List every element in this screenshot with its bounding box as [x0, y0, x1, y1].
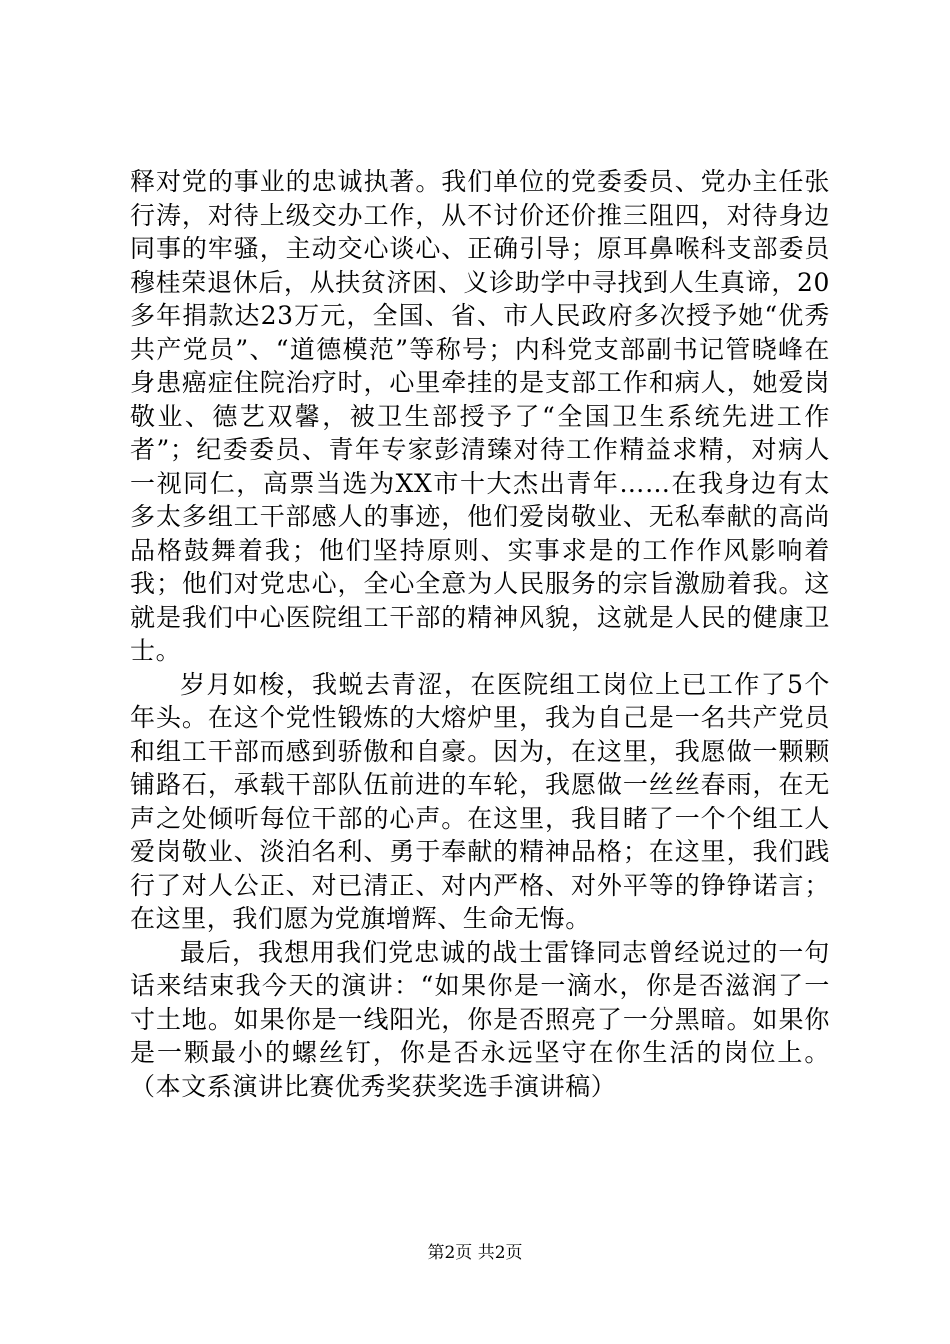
paragraph-1: 释对党的事业的忠诚执著。我们单位的党委委员、党办主任张行涛，对待上级交办工作，从不讨价还价推三阻四，对待身边同事的牢骚，主动交心谈心、正确引导；原耳鼻喉科支部委员穆桂荣退休后，从扶贫济困、义诊助学中寻找到人生真谛，20多年捐款达23万元，全国、省、市人民政府多次授予她“优秀共产党员”、“道德模范”等称号；内科党支部副书记管晓峰在身患癌症住院治疗时，心里牵挂的是支部工作和病人，她爱岗敬业、德艺双馨，被卫生部授予了“全国卫生系统先进工作者”；纪委委员、青年专家彭清臻对待工作精益求精，对病人一视同仁，高票当选为XX市十大杰出青年……在我身边有太多太多组工干部感人的事迹，他们爱岗敬业、无私奉献的高尚品格鼓舞着我；他们坚持原则、实事求是的工作作风影响着我；他们对党忠心，全心全意为人民服务的宗旨激励着我。这就是我们中心医院组工干部的精神风貌，这就是人民的健康卫士。: [130, 167, 830, 665]
paragraph-2: 岁月如梭，我蜕去青涩，在医院组工岗位上已工作了5个年头。在这个党性锻炼的大熔炉里，我为自己是一名共产党员和组工干部而感到骄傲和自豪。因为，在这里，我愿做一颗颗铺路石，承载干部队伍前进的车轮，我愿做一丝丝春雨，在无声之处倾听每位干部的心声。在这里，我目睹了一个个组工人爱岗敬业、淡泊名利、勇于奉献的精神品格；在这里，我们践行了对人公正、对已清正、对内严格、对外平等的铮铮诺言；在这里，我们愿为党旗增辉、生命无悔。: [130, 669, 830, 933]
paragraph-3: 最后，我想用我们党忠诚的战士雷锋同志曾经说过的一句话来结束我今天的演讲：“如果你是一滴水，你是否滋润了一寸土地。如果你是一线阳光，你是否照亮了一分黑暗。如果你是一颗最小的螺丝钉，你是否永远坚守在你生活的岗位上。（本文系演讲比赛优秀奖获奖选手演讲稿）: [130, 937, 830, 1101]
page-footer: 第2页 共2页: [427, 1243, 523, 1263]
document-body: [130, 165, 830, 1103]
